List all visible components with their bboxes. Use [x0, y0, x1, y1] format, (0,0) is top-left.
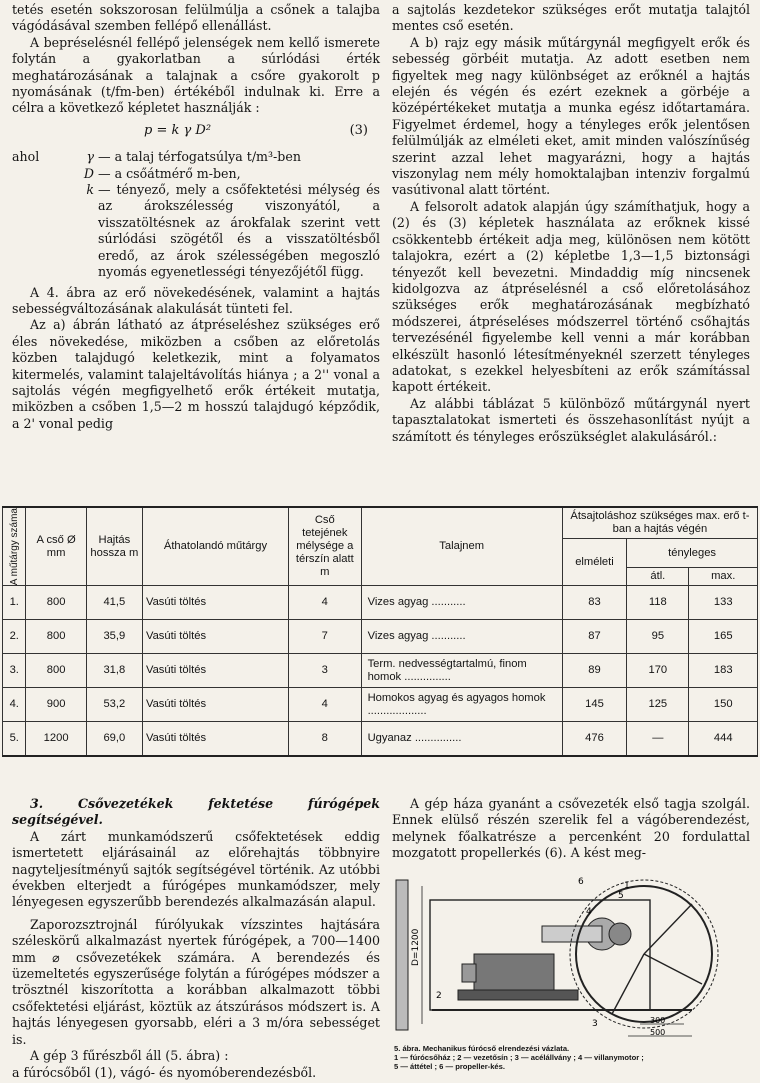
gear-small	[609, 923, 631, 945]
figure-caption: 5. ábra. Mechanikus fúrócső elrendezési vázlata. 1 — fúrócsőház ; 2 — vezetősín ; 3 — acélállvány ; 4 — villanymotor ; 5 — áttétel ; 6 — propeller-kés.	[394, 1044, 644, 1071]
header-force: Átsajtoláshoz szükséges max. erő t-ban a hajtás végén	[562, 507, 757, 539]
section-heading: 3. Csővezetékek fektetése fúrógépek segítségével.	[12, 796, 380, 828]
header-soil: Talajnem	[361, 507, 562, 586]
pipe-wall-left	[396, 880, 408, 1030]
part-label: 1	[624, 881, 630, 891]
paragraph: A 4. ábra az erő növekedésének, valamint a hajtás sebességváltozásának alakulását tünteti fel.	[12, 284, 380, 316]
right-column-top	[392, 2, 750, 445]
definition-d: D — a csőátmérő m-ben,	[83, 165, 241, 181]
part-label: 3	[592, 1019, 598, 1029]
propeller-blade	[644, 904, 692, 954]
paragraph: Zaporozsztrojnál fúrólyukak vízszintes hajtására széleskörű alkalmazást nyertek fúrógépek, a 700—1400 mm ⌀ csővezetékek számára. A berendezés és üzemeltetés egyszerűsége folytán a fúrógépes módszer a trösztnél kiszorította a korábban alkalmazott többi csőfektetési eljárást, köztük az átszúrásos módszert is. A hajtás lényegesen gyorsabb, eléri a 3 m/óra sebességet is.	[12, 916, 380, 1047]
paragraph: A felsorolt adatok alapján úgy számíthatjuk, hogy a (2) és (3) képletek használata az erőknek kissé csökkentebb értékeit adja meg, különösen nem kötött talajokra, ezért a (2) képletbe 1,3—1,5 biztonsági tényezőt kell bevezetni. Mindaddig míg nincsenek kidolgozva az átpréselésnél a cső előretolásához szükséges erők meghatározásának megbízható módszerei, átpréseléses módszerrel történő csőhajtás tervezésénél figyelembe kell venni a már korábban elkészült hasonló létesítményeknél szerzett tényleges adatokat, s ezekkel helyesbíteni az erők számítással kapott értékeit.	[392, 198, 750, 395]
definition-gamma: ahol γ — a talaj térfogatsúlya t/m³-ben	[12, 149, 301, 165]
table-row: 1. 800 41,5 Vasúti töltés 4 Vizes agyag ........... 83 118 133	[3, 586, 758, 620]
formula-3	[12, 117, 380, 145]
header-no: A műtárgy száma	[3, 507, 26, 586]
dim-300: 300	[650, 1016, 666, 1025]
paragraph: Az a) ábrán látható az átpréseléshez szükséges erő éles növekedése, miközben a csőben az előretolás közben talajdugó keletkezik, mint a folyamatos kitermelés, valamint talajeltávolítás hiánya ; a 2'' vonal a sajtolás végén megfigyelhető erők értékeit mutatja, miközben a csőben 1,5—2 m hosszú talajdugó képződik, a 2' vonal pedig	[12, 317, 380, 431]
table-row: 2. 800 35,9 Vasúti töltés 7 Vizes agyag ........... 87 95 165	[3, 620, 758, 654]
definition-list	[12, 149, 380, 280]
motor-end	[462, 964, 476, 982]
header-length: Hajtás hossza m	[86, 507, 142, 586]
propeller-blade	[644, 954, 702, 984]
header-actual: tényleges	[627, 539, 758, 568]
formula-text: p = k γ D²	[144, 122, 212, 138]
table-row: 4. 900 53,2 Vasúti töltés 4 Homokos agyag és agyagos homok ................... 145 125 150	[3, 688, 758, 722]
paragraph: A bepréselésnél fellépő jelenségek nem kellő ismerete folytán a gyakorlatban a súrlódási érték meghatározásának a talajnak a csőre gyakorolt p nyomásának (t/fm-ben) értékéből indulnak ki. Erre a célra a következő képletet használják :	[12, 34, 380, 116]
propeller-blade	[612, 954, 644, 1014]
figure-5	[392, 874, 750, 1079]
paragraph: a fúrócsőből (1), vágó- és nyomóberendezésből.	[12, 1064, 317, 1080]
paragraph: A gép 3 fűrészből áll (5. ábra) :	[30, 1048, 229, 1064]
right-column-bottom	[392, 796, 750, 862]
header-theoretical: elméleti	[562, 539, 626, 586]
definition-k: k — tényező, mely a csőfektetési mélység és az árokszélesség viszonyától, a visszatöltésnek az árokfalak szerint vett súrlódási szögétől és a visszatöltésből eredő, az árok szélességében megoszló nyomás egyenetlességi tényezőjétől függ.	[86, 182, 380, 280]
table-row: 5. 1200 69,0 Vasúti töltés 8 Ugyanaz ............... 476 — 444	[3, 722, 758, 757]
part-label: 6	[578, 877, 584, 887]
paragraph: Az alábbi táblázat 5 különböző műtárgynál nyert tapasztalatokat ismerteti és összehasonlítást nyújt a számított és tényleges erőszükséglet alakulásáról.:	[392, 395, 750, 444]
drilling-machine-diagram	[392, 874, 750, 1042]
stand	[458, 990, 578, 1000]
paragraph: A gép háza gyanánt a csővezeték első tagja szolgál. Ennek elülső részén szerelik fel a vágóberendezést, melynek főalkatrésze a percenként 20 fordulattal mozgatott propellerkés (6). A kést meg-	[392, 796, 750, 861]
part-label: 2	[436, 991, 442, 1001]
paragraph: tetés esetén sokszorosan felülmúlja a csőnek a talajba vágódásával szemben fellépő ellenállást.	[12, 2, 380, 34]
data-table	[2, 506, 758, 757]
dimension-d-label: D=1200	[411, 928, 421, 966]
paragraph: A b) rajz egy másik műtárgynál megfigyelt erők és sebesség görbéit mutatja. Az adott esetben nem figyeltek meg nagy különbséget az erőknél a hajtás elején és végén és ezért ezeknek a görbéje a középértékeket mutatja a munka egész időtartamára. Figyelmet érdemel, hogy a tényleges erők jelentősen felülmúlják az elméleti eket, amit minden valószínűség szerint azzal lehet magyarázni, hogy a hajtás viszonylag nem mély homoktalajban intenziv forgalmú vasútivonal alatt történt.	[392, 34, 750, 198]
left-column-top	[12, 2, 380, 432]
left-column-bottom	[12, 796, 380, 1081]
header-average: átl.	[627, 568, 689, 586]
paragraph: a sajtolás kezdetekor szükséges erőt mutatja talajtól mentes cső esetén.	[392, 2, 750, 34]
header-diameter: A cső Ø mm	[26, 507, 86, 586]
data-table-wrapper	[2, 506, 758, 757]
formula-number: (3)	[349, 122, 368, 138]
part-label: 5	[618, 891, 624, 901]
part-label: 4	[586, 907, 592, 917]
header-depth: Cső tetejének mélysége a térszín alatt m	[289, 507, 362, 586]
header-structure: Áthatolandó műtárgy	[142, 507, 288, 586]
dim-500: 500	[650, 1028, 666, 1037]
header-maximum: max.	[689, 568, 758, 586]
shaft	[542, 926, 602, 942]
table-row: 3. 800 31,8 Vasúti töltés 3 Term. nedvességtartalmú, finom homok ............... 89 170 183	[3, 654, 758, 688]
paragraph: A zárt munkamódszerű csőfektetések eddig ismertetett eljárásainál az előrehajtás többnyire nagyteljesítményű sajtók segítségével történik. Az utóbbi években elterjedt a fúrógépes munkamódszer, mely lényegesen egyszerűbb berendezés alkalmazásán alapul.	[12, 828, 380, 910]
motor	[474, 954, 554, 990]
